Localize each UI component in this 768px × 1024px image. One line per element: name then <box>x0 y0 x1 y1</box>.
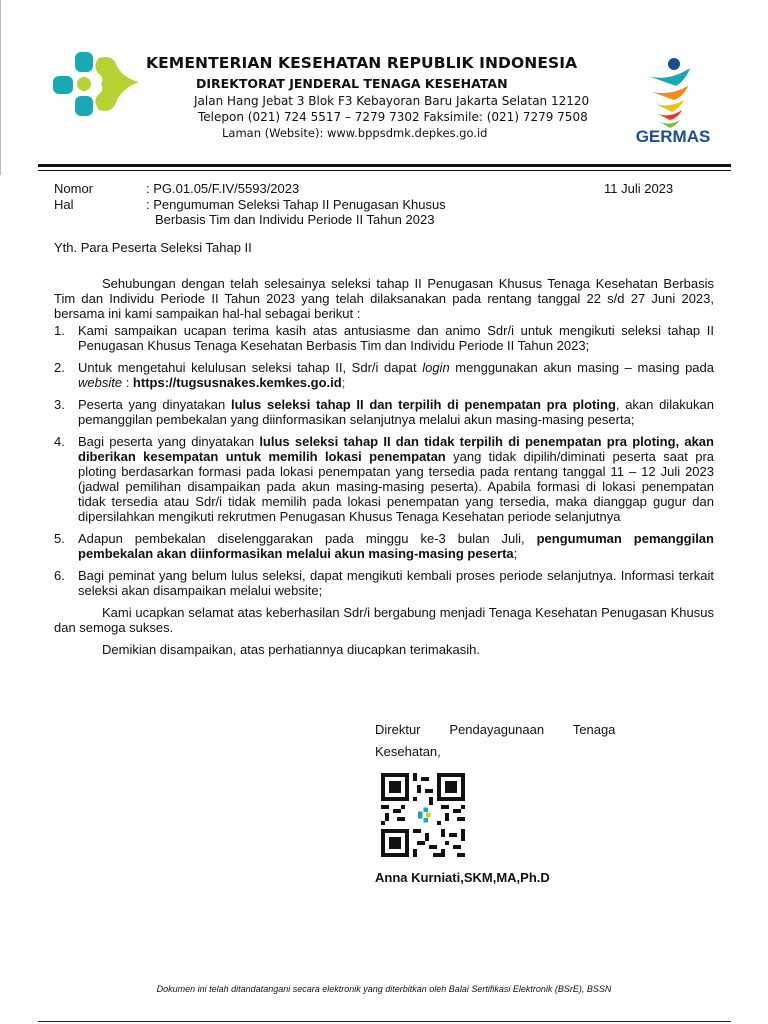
point-list <box>54 323 714 598</box>
item-number: 2. <box>54 360 65 375</box>
website-line: Laman (Website): www.bppsdmk.depkes.go.id <box>222 126 488 140</box>
item-number: 6. <box>54 568 65 583</box>
greeting: Yth. Para Peserta Seleksi Tahap II <box>54 240 252 255</box>
hal-value-line2: Berbasis Tim dan Individu Periode II Tahun 2023 <box>155 212 435 227</box>
item-number: 5. <box>54 531 65 546</box>
item-number: 3. <box>54 397 65 412</box>
item-text-bold: pengumuman pemanggilan pembekalan akan diinformasikan melalui akun masing-masing peserta <box>78 531 714 561</box>
signer-title-line1: Direktur Pendayagunaan Tenaga <box>375 722 616 737</box>
list-item <box>54 568 714 598</box>
item-text: Peserta yang dinyatakan <box>78 397 231 412</box>
list-item <box>54 531 714 561</box>
kemenkes-logo-icon <box>53 52 139 116</box>
letter-body <box>54 240 714 657</box>
nomor-label: Nomor <box>54 181 94 196</box>
qr-code-icon <box>380 773 466 857</box>
list-item <box>54 397 714 427</box>
list-item <box>54 434 714 524</box>
footer-line <box>38 1021 731 1022</box>
nomor-value: : PG.01.05/F.IV/5593/2023 <box>146 181 300 196</box>
ministry-name: KEMENTERIAN KESEHATAN REPUBLIK INDONESIA <box>146 54 578 72</box>
intro-paragraph: Sehubungan dengan telah selesainya seleksi tahap II Penugasan Khusus Tenaga Kesehatan Berbasis Tim dan Individu Periode II Tahun 2023 yang telah dilaksanakan pada rentang tanggal 22 s/d 27 Juni 2023, bersama ini kami sampaikan hal-hal sebagai berikut : <box>54 276 714 321</box>
item-text: yang tidak dipilih/diminati peserta saat pra ploting berdasarkan formasi pada lokasi penempatan yang tersedia pada rentang tanggal 11 – 12 Juli 2023 (jadwal pemilihan disampaikan pada akun masing-masing peserta). Apabila formasi di lokasi penempatan tidak tersedia atau Sdr/i tidak memilih pada lokasi penempatan yang tersedia, maka dianggap gugur dan dipersilahkan mengikuti rekrutmen Penugasan Khusus Tenaga Kesehatan periode selanjutnya <box>78 449 715 524</box>
registration-link[interactable]: https://tugsusnakes.kemkes.go.id <box>132 375 342 390</box>
page-edge-line <box>0 0 1 175</box>
phone-line: Telepon (021) 724 5517 – 7279 7302 Faksimile: (021) 7279 7508 <box>198 110 588 124</box>
letter-date: 11 Juli 2023 <box>604 181 674 196</box>
item-text: ; <box>513 546 518 561</box>
germas-logo-icon <box>628 52 718 147</box>
item-text: menggunakan akun masing – masing pada <box>449 360 714 375</box>
item-text: Kami sampaikan ucapan terima kasih atas antusiasme dan animo Sdr/i untuk mengikuti seleksi tahap II Penugasan Khusus Tenaga Kesehatan Berbasis Tim dan Individu Periode II Tahun 2023; <box>78 323 714 353</box>
header-divider-thick <box>38 164 731 167</box>
signer-title-line2: Kesehatan, <box>375 744 441 759</box>
closing-thanks: Demikian disampaikan, atas perhatiannya diucapkan terimakasih. <box>102 642 480 657</box>
item-text: ; <box>341 375 346 390</box>
address-line: Jalan Hang Jebat 3 Blok F3 Kebayoran Baru Jakarta Selatan 12120 <box>194 94 590 108</box>
germas-label: GERMAS <box>635 127 711 146</box>
hal-label: Hal <box>54 197 74 212</box>
item-text-italic: website <box>78 375 123 390</box>
esign-footer-note: Dokumen ini telah ditandatangani secara elektronik yang diterbitkan oleh Balai Sertifikasi Elektronik (BSrE), BSSN <box>156 984 612 994</box>
item-text-bold: lulus seleksi tahap II dan tidak terpilih di penempatan pra ploting, akan diberikan kesempatan untuk memilih lokasi penempatan <box>78 434 714 464</box>
signer-name: Anna Kurniati,SKM,MA,Ph.D <box>375 870 550 885</box>
item-text-bold: lulus seleksi tahap II dan terpilih di penempatan pra ploting <box>230 397 616 412</box>
closing-paragraph: Kami ucapkan selamat atas keberhasilan Sdr/i bergabung menjadi Tenaga Kesehatan Penugasan Khusus dan semoga sukses. <box>54 605 714 635</box>
item-text: Adapun pembekalan diselenggarakan pada minggu ke-3 bulan Juli, <box>78 531 537 546</box>
item-number: 1. <box>54 323 65 338</box>
directorate-name: DIREKTORAT JENDERAL TENAGA KESEHATAN <box>196 76 508 91</box>
item-text-italic: login <box>422 360 450 375</box>
hal-value-line1: : Pengumuman Seleksi Tahap II Penugasan Khusus <box>146 197 446 212</box>
list-item <box>54 323 714 353</box>
item-number: 4. <box>54 434 65 449</box>
item-text: , akan dilakukan pemanggilan pembekalan yang diinformasikan selanjutnya melalui akun masing-masing peserta; <box>78 397 714 427</box>
item-text: Bagi peserta yang dinyatakan <box>78 434 260 449</box>
item-text: Untuk mengetahui kelulusan seleksi tahap II, Sdr/i dapat <box>78 360 423 375</box>
signature-block <box>375 722 655 759</box>
item-text: Bagi peminat yang belum lulus seleksi, dapat mengikuti kembali proses periode selanjutnya. Informasi terkait seleksi akan disampaikan melalui website; <box>78 568 714 598</box>
item-text: : <box>122 375 133 390</box>
header-divider-thin <box>38 170 731 171</box>
list-item <box>54 360 714 390</box>
